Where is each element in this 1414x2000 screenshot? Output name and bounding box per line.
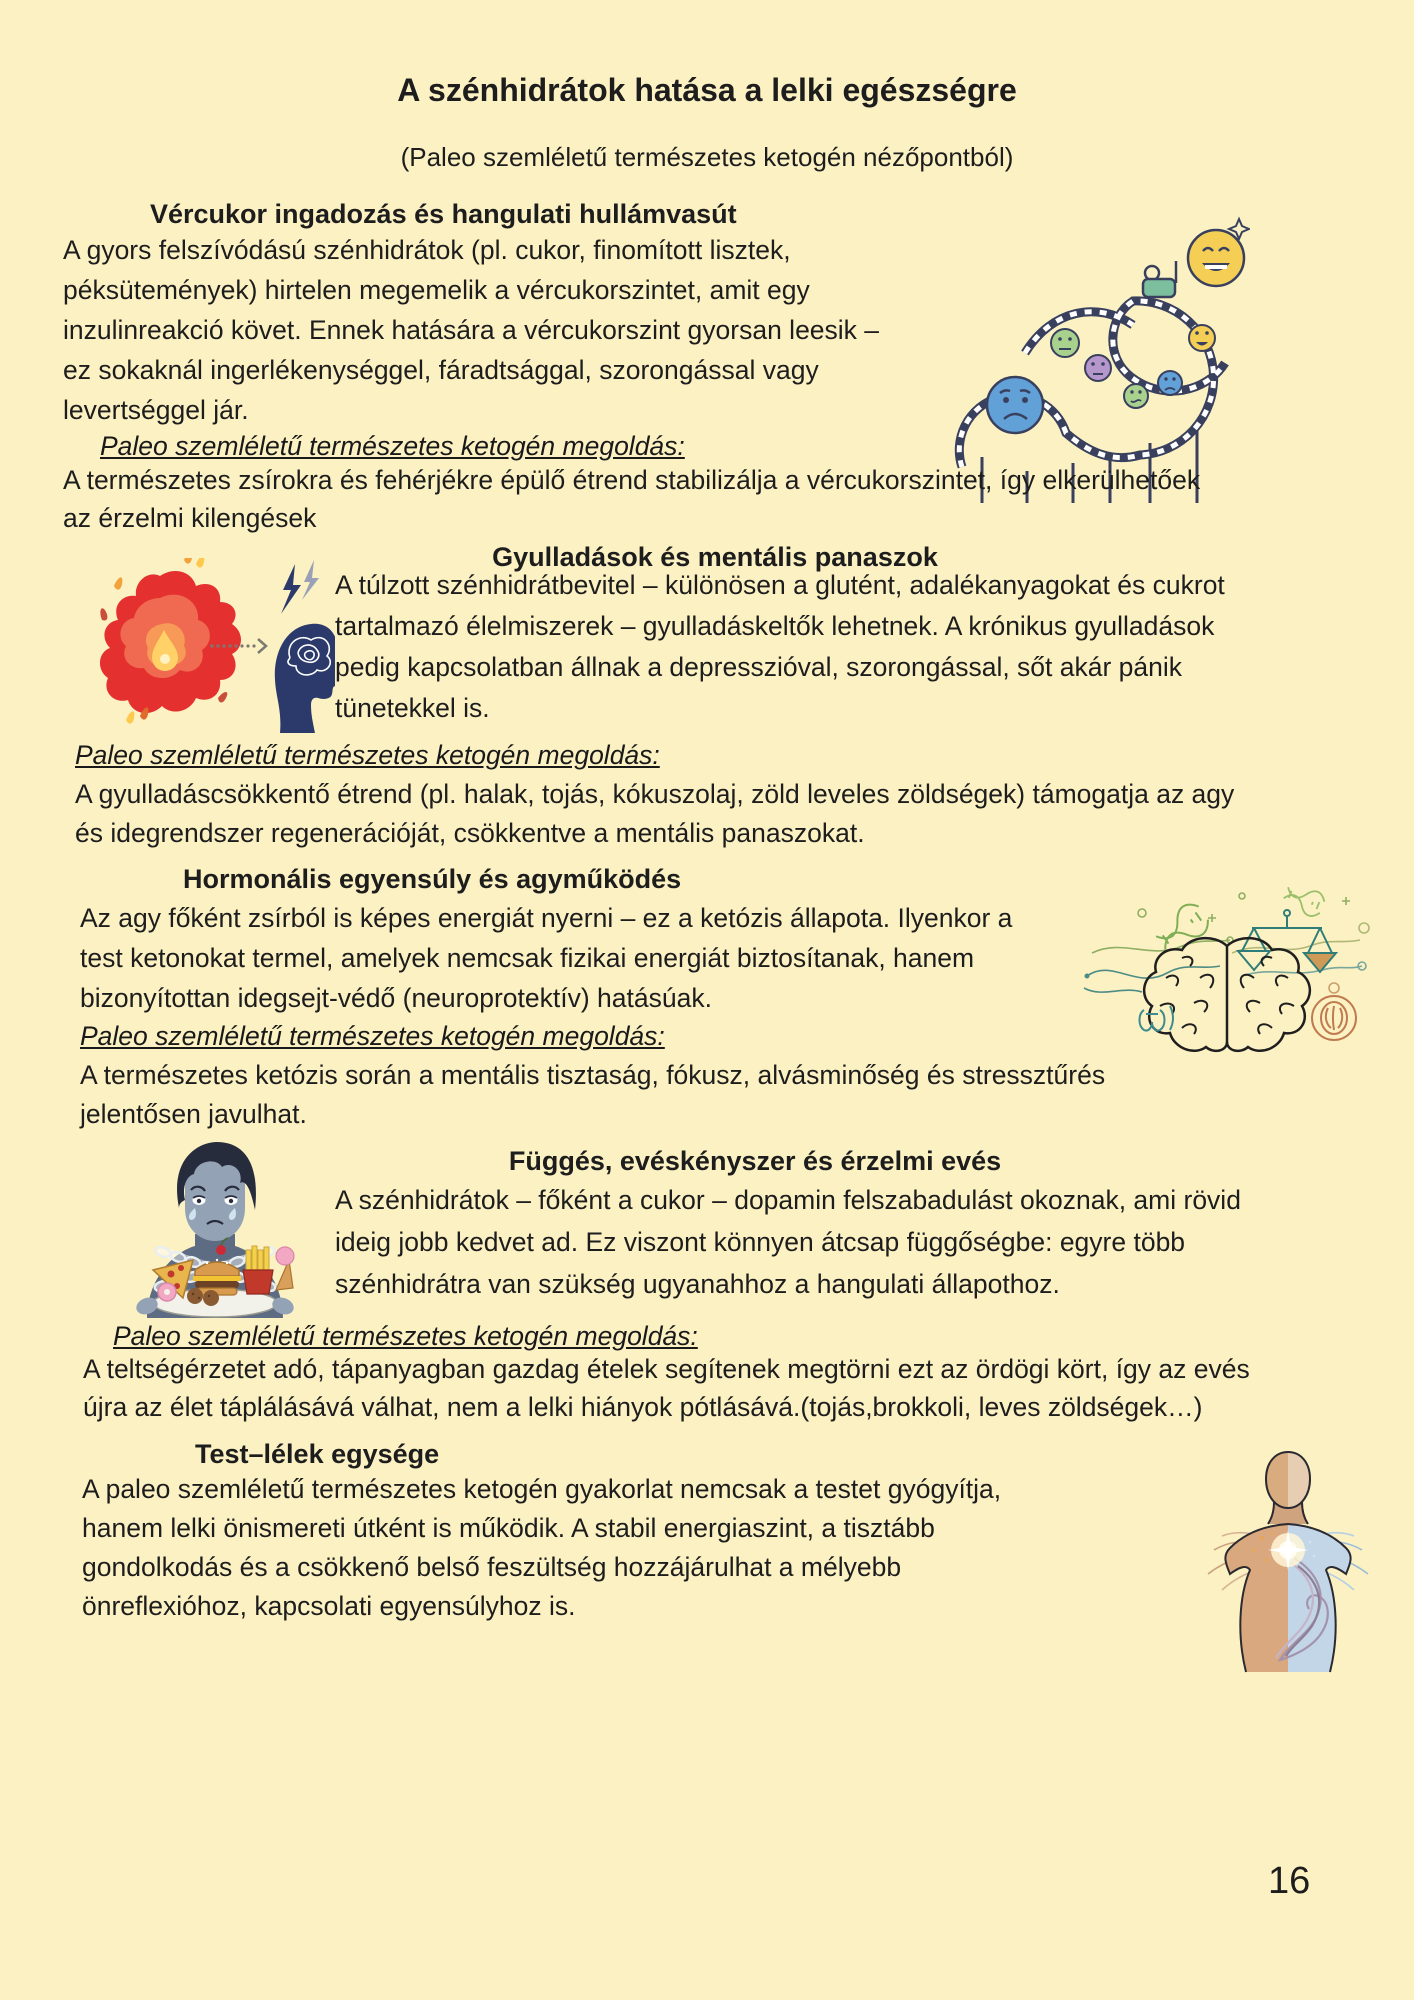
body-soul-light-illustration: [1198, 1446, 1378, 1676]
solution-line: és idegrendszer regenerációját, csökkentve a mentális panaszokat.: [75, 818, 865, 848]
neutral-face-icon: [1051, 329, 1079, 357]
section-solution: [83, 1350, 1250, 1426]
solution-line: jelentősen javulhat.: [80, 1099, 307, 1129]
section-heading-addiction: Függés, evéskényszer és érzelmi evés: [508, 1146, 1002, 1176]
scales-icon: [1238, 910, 1336, 972]
solution-line: A természetes zsírokra és fehérjékre épülő étrend stabilizálja a vércukorszintet, így elkerülhetőek: [63, 465, 1201, 495]
section-solution: [63, 461, 1200, 537]
food-addiction-chains-illustration: [133, 1138, 300, 1326]
body-line: bizonyítottan idegsejt-védő (neuroprotektív) hatásúak.: [80, 983, 712, 1013]
solution-line: A teltségérzetet adó, tápanyagban gazdag ételek segítenek megtörni ezt az ördögi kört, így az evés: [83, 1354, 1250, 1384]
body-line: levertséggel jár.: [63, 395, 249, 425]
solution-label: Paleo szemléletű természetes ketogén megoldás:: [100, 431, 685, 461]
neutral-face-icon: [1085, 355, 1111, 381]
flame-blob-icon: [100, 571, 241, 713]
body-line: gondolkodás és a csökkenő belső feszültség hozzájárulhat a mélyebb: [82, 1552, 902, 1582]
section-solution: [80, 1056, 1105, 1134]
fries-icon: [243, 1246, 273, 1294]
brain-icon: [1144, 938, 1310, 1051]
body-line: tartalmazó élelmiszerek – gyulladáskeltők lehetnek. A krónikus gyulladások: [335, 611, 1215, 641]
section-body: [63, 230, 879, 430]
mood-rollercoaster-illustration: [940, 205, 1250, 505]
section-body: [82, 1470, 1001, 1626]
body-line: A gyors felszívódású szénhidrátok (pl. cukor, finomított lisztek,: [63, 235, 791, 265]
solution-line: az érzelmi kilengések: [63, 503, 317, 533]
walnut-icon: [1312, 996, 1356, 1040]
section-heading-blood-sugar: Vércukor ingadozás és hangulati hullámvasút: [150, 199, 737, 229]
body-line: Az agy főként zsírból is képes energiát nyerni – ez a ketózis állapota. Ilyenkor a: [80, 903, 1013, 933]
solution-label: Paleo szemléletű természetes ketogén megoldás:: [80, 1021, 665, 1051]
sad-face-icon: [987, 377, 1043, 433]
body-line: A szénhidrátok – főként a cukor – dopamin felszabadulást okoznak, ami rövid: [335, 1185, 1241, 1215]
body-line: szénhidrátra van szükség ugyanahhoz a hangulati állapothoz.: [335, 1269, 1060, 1299]
solution-label: Paleo szemléletű természetes ketogén megoldás:: [75, 740, 660, 770]
laughing-face-icon: [1188, 219, 1249, 286]
cart-icon: [1143, 261, 1176, 297]
happy-face-icon: [1189, 325, 1215, 351]
lightning-icon: [281, 560, 319, 614]
body-line: tünetekkel is.: [335, 693, 490, 723]
section-body: [335, 1179, 1241, 1305]
thyroid-icon: [1140, 1006, 1174, 1031]
body-line: test ketonokat termel, amelyek nemcsak fizikai energiát biztosítanak, hanem: [80, 943, 975, 973]
body-line: hanem lelki önismereti útként is működik. A stabil energiaszint, a tisztább: [82, 1513, 935, 1543]
section-heading-body-soul: Test–lélek egysége: [195, 1439, 440, 1469]
body-line: péksütemények) hirtelen megemelik a vércukorszintet, amit egy: [63, 275, 810, 305]
solution-line: A természetes ketózis során a mentális tisztaság, fókusz, alvásminőség és stressztűrés: [80, 1060, 1106, 1090]
solution-line: A gyulladáscsökkentő étrend (pl. halak, tojás, kókuszolaj, zöld leveles zöldségek) támogatja az agy: [75, 779, 1235, 809]
section-body: [335, 565, 1225, 729]
dna-icon: [1281, 881, 1327, 919]
page-number: 16: [1268, 1860, 1311, 1902]
solution-label: Paleo szemléletű természetes ketogén megoldás:: [113, 1321, 698, 1351]
section-solution: [75, 775, 1234, 853]
body-line: inzulinreakció követ. Ennek hatására a vércukorszint gyorsan leesik –: [63, 315, 880, 345]
body-line: pedig kapcsolatban állnak a depresszióval, szorongással, sőt akár pánik: [335, 652, 1183, 682]
solution-line: újra az élet táplálásává válhat, nem a lelki hiányok pótlásává.(tojás,brokkoli, leves zöldségek…): [83, 1392, 1203, 1422]
section-body: [80, 898, 1012, 1018]
page-subtitle: (Paleo szemléletű természetes ketogén nézőpontból): [400, 142, 1014, 172]
body-line: A paleo szemléletű természetes ketogén gyakorlat nemcsak a testet gyógyítja,: [82, 1474, 1002, 1504]
brain-hormone-balance-illustration: [1082, 858, 1372, 1063]
page-title: A szénhidrátok hatása a lelki egészségre: [397, 72, 1017, 108]
sad-face-icon: [1158, 371, 1182, 395]
inflammation-brain-illustration: [100, 558, 335, 733]
body-line: ez sokaknál ingerlékenységgel, fáradtsággal, szorongással vagy: [63, 355, 819, 385]
body-line: önreflexióhoz, kapcsolati egyensúlyhoz is.: [82, 1591, 576, 1621]
worried-face-icon: [1124, 384, 1148, 408]
section-heading-hormones: Hormonális egyensúly és agyműködés: [183, 864, 682, 894]
body-line: ideig jobb kedvet ad. Ez viszont könnyen átcsap függőségbe: egyre több: [335, 1227, 1186, 1257]
section-heading-inflammation: Gyulladások és mentális panaszok: [492, 542, 938, 572]
body-line: A túlzott szénhidrátbevitel – különösen a glutént, adalékanyagokat és cukrot: [335, 570, 1225, 600]
